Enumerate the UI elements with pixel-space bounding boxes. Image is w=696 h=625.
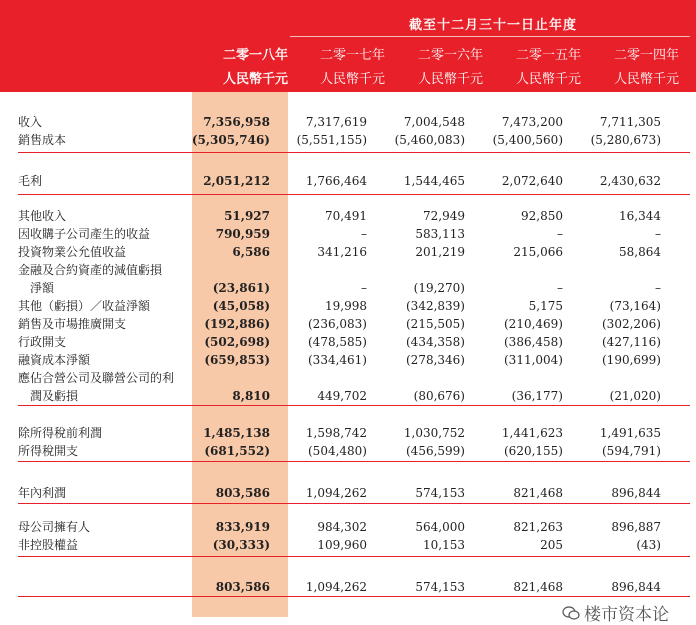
table-row — [0, 424, 696, 442]
row-value: 583,113 — [415, 227, 465, 241]
row-value: (5,551,155) — [296, 133, 367, 147]
row-value: 821,468 — [513, 580, 563, 594]
table-row — [0, 536, 696, 554]
row-label: 行政開支 — [18, 335, 67, 349]
table-row — [0, 315, 696, 333]
table-row — [0, 261, 696, 279]
row-value: 7,473,200 — [501, 115, 563, 129]
row-value: (43) — [636, 538, 661, 552]
row-value: (427,116) — [602, 335, 661, 349]
row-label: 年內利潤 — [18, 486, 67, 500]
wechat-icon — [562, 606, 580, 620]
section-divider — [18, 596, 690, 597]
row-value: (302,206) — [602, 317, 661, 331]
row-value: (215,505) — [406, 317, 465, 331]
row-value: 896,844 — [611, 486, 661, 500]
row-value: 10,153 — [423, 538, 465, 552]
row-value: 821,263 — [513, 520, 563, 534]
row-label: 淨額 — [30, 281, 55, 295]
row-value: 2,051,212 — [203, 174, 270, 188]
row-value: 1,598,742 — [305, 426, 367, 440]
row-value: 896,844 — [611, 580, 661, 594]
row-value: (386,458) — [504, 335, 563, 349]
row-value: 16,344 — [619, 209, 661, 223]
row-value: 1,544,465 — [403, 174, 465, 188]
row-label: 母公司擁有人 — [18, 520, 91, 534]
column-unit: 人民幣千元 — [613, 72, 679, 87]
row-value: (342,839) — [406, 299, 465, 313]
row-value: 70,491 — [325, 209, 367, 223]
row-value: 790,959 — [215, 227, 270, 241]
row-value: 1,491,635 — [599, 426, 661, 440]
column-year: 二零一六年 — [417, 48, 483, 63]
row-value: 803,586 — [215, 580, 270, 594]
row-value: (192,886) — [204, 317, 270, 331]
row-value: 984,302 — [317, 520, 367, 534]
table-row — [0, 172, 696, 190]
row-value: (456,599) — [406, 444, 465, 458]
row-label: 收入 — [18, 115, 43, 129]
row-value: (659,853) — [204, 353, 270, 367]
table-row — [0, 351, 696, 369]
row-value: – — [557, 227, 563, 241]
row-label: 除所得稅前利潤 — [18, 426, 103, 440]
row-value: (478,585) — [308, 335, 367, 349]
table-row — [0, 369, 696, 387]
row-label: 應佔合營公司及聯營公司的利 — [18, 371, 175, 385]
column-year: 二零一五年 — [515, 48, 581, 63]
row-value: (681,552) — [204, 444, 270, 458]
row-label: 所得稅開支 — [18, 444, 79, 458]
row-value: 5,175 — [528, 299, 563, 313]
row-label: 潤及虧損 — [30, 389, 79, 403]
row-value: (190,699) — [602, 353, 661, 367]
row-value: 51,927 — [224, 209, 270, 223]
row-value: 1,094,262 — [305, 580, 367, 594]
row-value: 1,441,623 — [501, 426, 563, 440]
row-label: 非控股權益 — [18, 538, 79, 552]
row-value: 205 — [540, 538, 563, 552]
row-value: (21,020) — [609, 389, 661, 403]
row-value: (334,461) — [308, 353, 367, 367]
section-divider — [18, 405, 690, 406]
row-value: (5,280,673) — [590, 133, 661, 147]
table-row — [0, 225, 696, 243]
row-value: 1,030,752 — [403, 426, 465, 440]
watermark — [562, 600, 669, 625]
section-divider — [18, 503, 690, 504]
row-value: 1,485,138 — [203, 426, 270, 440]
row-label: 其他（虧損）／收益淨額 — [18, 299, 151, 313]
column-year: 二零一八年 — [222, 48, 288, 63]
row-value: 7,317,619 — [305, 115, 367, 129]
row-value: 803,586 — [215, 486, 270, 500]
row-label: 融資成本淨額 — [18, 353, 91, 367]
row-value: 574,153 — [415, 486, 465, 500]
row-value: 19,998 — [325, 299, 367, 313]
row-value: – — [557, 281, 563, 295]
column-unit: 人民幣千元 — [515, 72, 581, 87]
row-value: 215,066 — [513, 245, 563, 259]
row-value: 2,072,640 — [501, 174, 563, 188]
row-value: (594,791) — [602, 444, 661, 458]
section-divider — [18, 461, 690, 462]
row-value: (278,346) — [406, 353, 465, 367]
column-year: 二零一七年 — [319, 48, 385, 63]
row-label: 其他收入 — [18, 209, 67, 223]
row-label: 金融及合約資產的減值虧損 — [18, 263, 163, 277]
section-divider — [18, 556, 690, 557]
row-value: 109,960 — [317, 538, 367, 552]
row-label: 銷售成本 — [18, 133, 67, 147]
row-value: (23,861) — [212, 281, 270, 295]
row-value: (311,004) — [504, 353, 563, 367]
row-value: – — [361, 281, 367, 295]
row-value: (73,164) — [609, 299, 661, 313]
row-label: 銷售及市場推廣開支 — [18, 317, 127, 331]
row-value: 8,810 — [232, 389, 270, 403]
row-value: 92,850 — [521, 209, 563, 223]
row-value: – — [361, 227, 367, 241]
table-row — [0, 113, 696, 131]
row-value: 6,586 — [232, 245, 270, 259]
period-caption: 截至十二月三十一日止年度 — [408, 18, 577, 33]
table-row — [0, 131, 696, 149]
row-value: (5,400,560) — [492, 133, 563, 147]
row-value: (5,460,083) — [394, 133, 465, 147]
table-row — [0, 333, 696, 351]
column-unit: 人民幣千元 — [319, 72, 385, 87]
row-label: 投資物業公允值收益 — [18, 245, 127, 259]
row-value: 2,430,632 — [599, 174, 661, 188]
table-row — [0, 297, 696, 315]
column-year: 二零一四年 — [613, 48, 679, 63]
row-value: 1,094,262 — [305, 486, 367, 500]
row-value: – — [655, 227, 661, 241]
column-unit: 人民幣千元 — [222, 72, 288, 87]
table-row — [0, 243, 696, 261]
row-value: (504,480) — [308, 444, 367, 458]
row-value: 896,887 — [611, 520, 661, 534]
table-row — [0, 387, 696, 405]
row-value: – — [655, 281, 661, 295]
row-value: 341,216 — [317, 245, 367, 259]
row-value: 574,153 — [415, 580, 465, 594]
table-row — [0, 518, 696, 536]
table-row — [0, 442, 696, 460]
table-row — [0, 578, 696, 596]
row-value: (236,083) — [308, 317, 367, 331]
row-value: 7,711,305 — [599, 115, 661, 129]
row-value: (30,333) — [212, 538, 270, 552]
row-value: 821,468 — [513, 486, 563, 500]
row-value: (45,058) — [212, 299, 270, 313]
row-value: 7,004,548 — [403, 115, 465, 129]
row-value: (620,155) — [504, 444, 563, 458]
row-value: (80,676) — [413, 389, 465, 403]
section-divider — [18, 152, 690, 153]
row-value: 449,702 — [317, 389, 367, 403]
row-label: 毛利 — [18, 174, 43, 188]
row-value: (36,177) — [511, 389, 563, 403]
section-divider — [18, 194, 690, 195]
row-label: 因收購子公司產生的收益 — [18, 227, 151, 241]
header-divider — [290, 36, 690, 37]
row-value: (210,469) — [504, 317, 563, 331]
watermark-text: 楼市资本论 — [584, 605, 669, 625]
row-value: 833,919 — [215, 520, 270, 534]
row-value: 7,356,958 — [203, 115, 270, 129]
row-value: (502,698) — [204, 335, 270, 349]
table-row — [0, 207, 696, 225]
row-value: 1,766,464 — [305, 174, 367, 188]
table-row — [0, 484, 696, 502]
table-row — [0, 279, 696, 297]
row-value: 201,219 — [415, 245, 465, 259]
row-value: (5,305,746) — [191, 133, 270, 147]
row-value: 58,864 — [619, 245, 661, 259]
row-value: 72,949 — [423, 209, 465, 223]
row-value: (434,358) — [406, 335, 465, 349]
row-value: 564,000 — [415, 520, 465, 534]
row-value: (19,270) — [413, 281, 465, 295]
column-unit: 人民幣千元 — [417, 72, 483, 87]
